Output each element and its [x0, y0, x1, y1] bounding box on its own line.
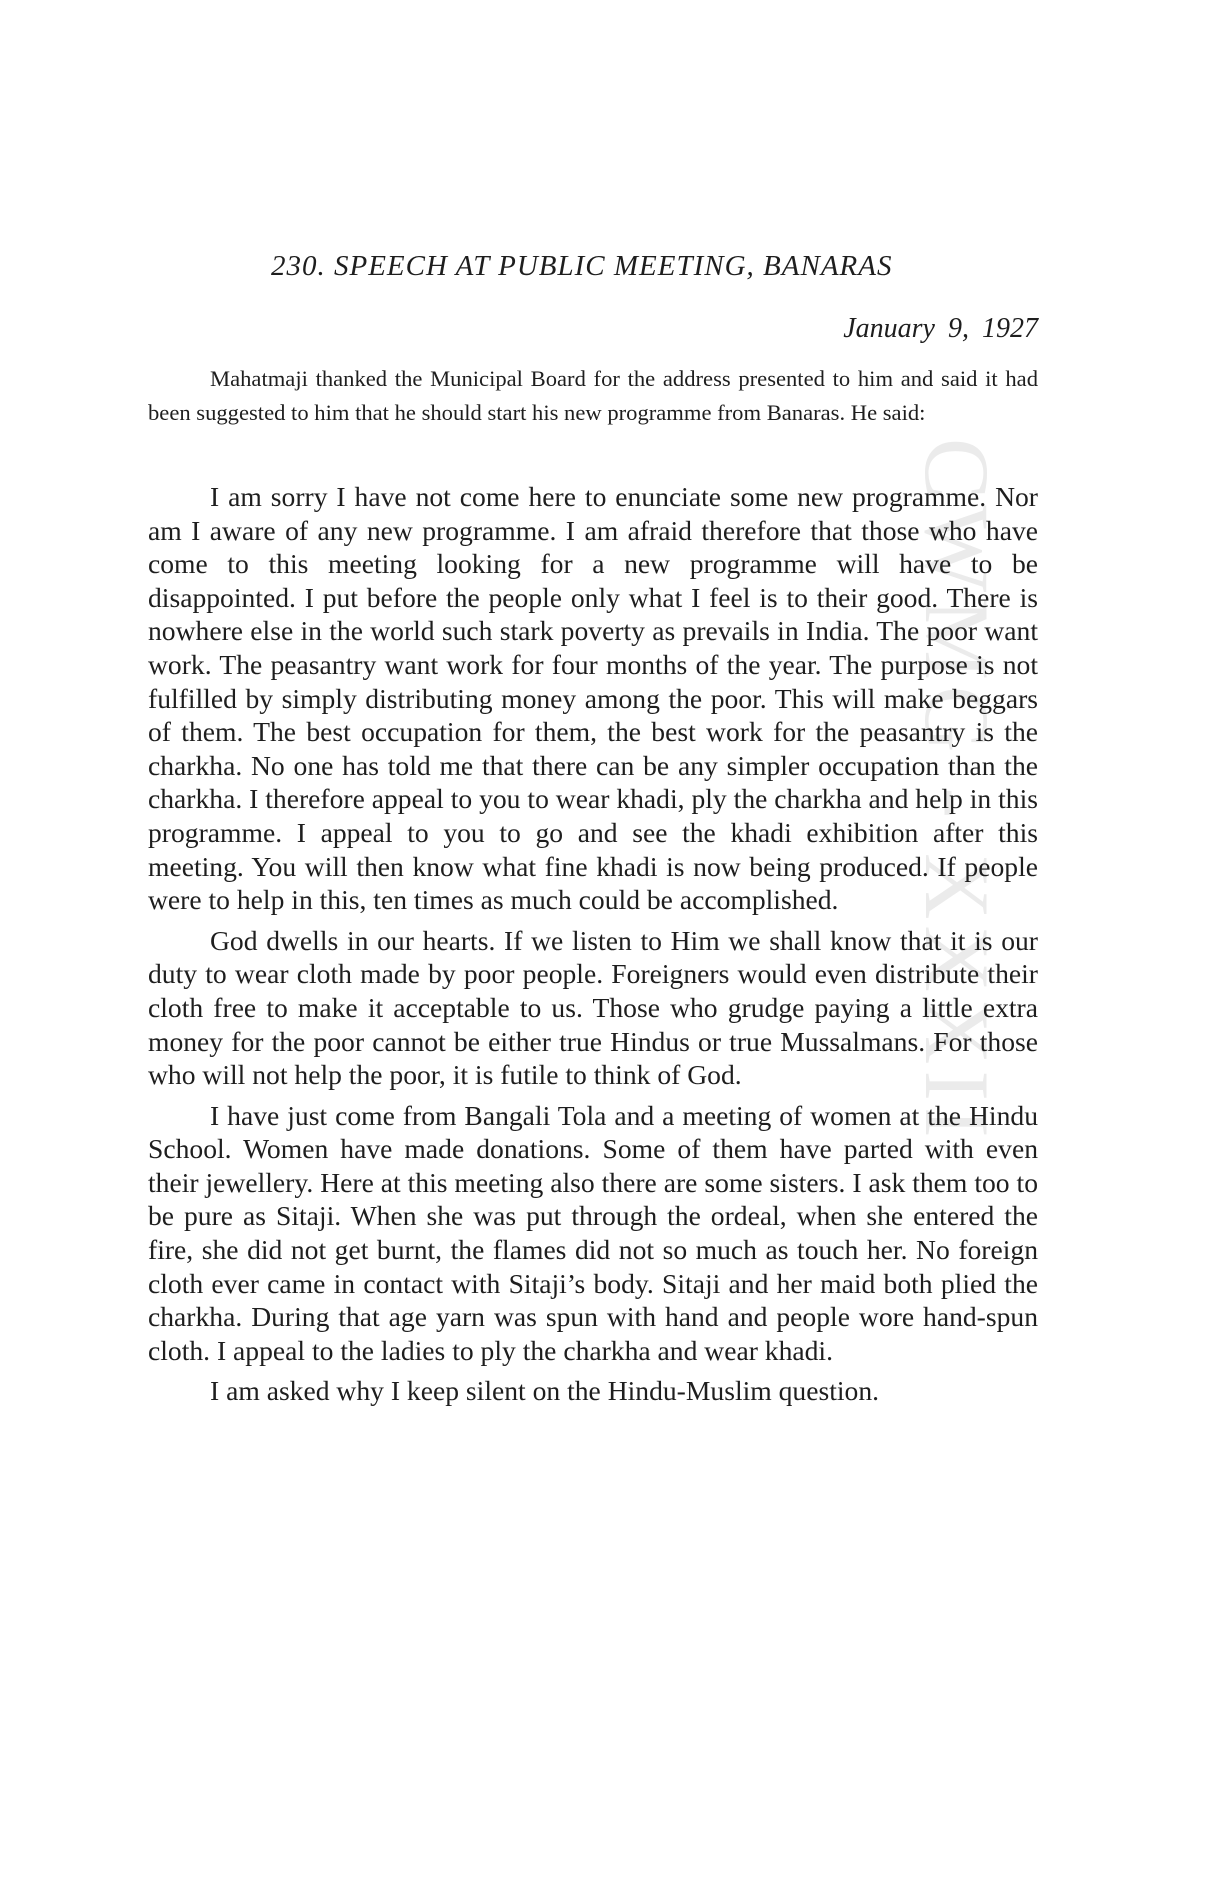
watermark: CWMG - XXXII: [906, 438, 1008, 1144]
section-number: 230.: [271, 250, 326, 282]
speech-paragraph-2: God dwells in our hearts. If we listen to Him we shall know that it is our duty to wear cloth made by poor people. Foreigners would even distribute their cloth free to make it acceptable to us. Those who grudge paying a little extra money for the poor cannot be either true Hindus or true Mussalmans. For those who will not help the poor, it is futile to think of God.: [148, 924, 1038, 1091]
page-title: [271, 250, 971, 283]
speech-paragraph-3: I have just come from Bangali Tola and a meeting of women at the Hindu School. Women have made donations. Some of them have parted with even their jewellery. Here at this meeting also there are some sisters. I ask them too to be pure as Sitaji. When she was put through the ordeal, when she entered the fire, she did not get burnt, the flames did not so much as touch her. No foreign cloth ever came in contact with Sitaji’s body. Sitaji and her maid both plied the charkha. During that age yarn was spun with hand and people wore hand-spun cloth. I appeal to the ladies to ply the charkha and wear khadi.: [148, 1099, 1038, 1366]
speech-date: January 9, 1927: [843, 313, 1038, 344]
speech-body: [148, 480, 1038, 1415]
intro-note: [148, 362, 1038, 429]
speech-paragraph-4: I am asked why I keep silent on the Hindu-Muslim question.: [210, 1375, 880, 1407]
speech-paragraph-1: I am sorry I have not come here to enunciate some new programme. Nor am I aware of any new programme. I am afraid therefore that those who have come to this meeting looking for a new programme will have to be disappointed. I put before the people only what I feel is to their good. There is nowhere else in the world such stark poverty as prevails in India. The poor want work. The peasantry want work for four months of the year. The purpose is not fulfilled by simply distributing money among the poor. This will make beggars of them. The best occupation for them, the best work for the peasantry is the charkha. No one has told me that there can be any simpler occupation than the charkha. I therefore appeal to you to wear khadi, ply the charkha and help in this programme. I appeal to you to go and see the khadi exhibition after this meeting. You will then know what fine khadi is now being produced. If people were to help in this, ten times as much could be accomplished.: [148, 481, 1038, 916]
intro-paragraph: Mahatmaji thanked the Municipal Board for the address presented to him and said it had been suggested to him that he should start his new programme from Banaras. He said:: [148, 366, 1038, 425]
section-title: SPEECH AT PUBLIC MEETING, BANARAS: [334, 250, 893, 282]
